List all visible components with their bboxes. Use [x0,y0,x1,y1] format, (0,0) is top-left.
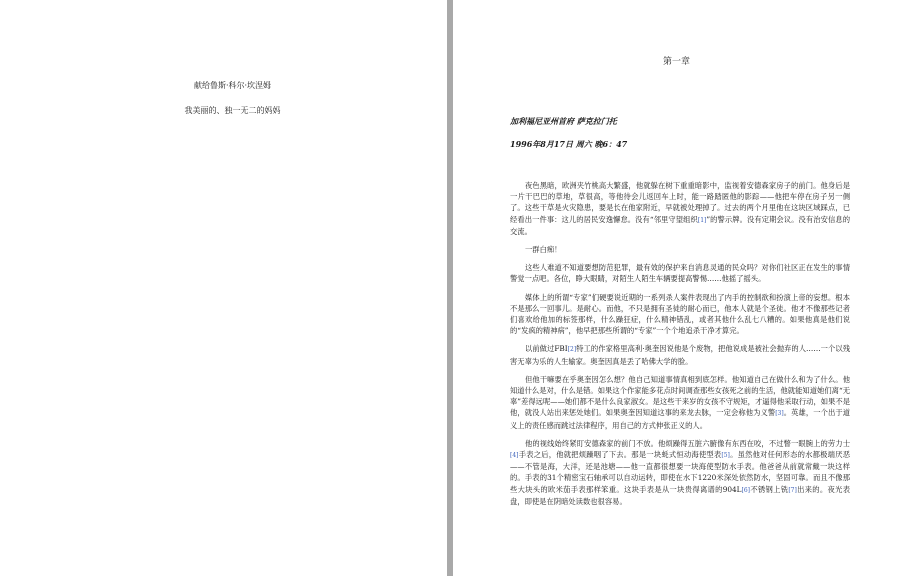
body-paragraph [510,343,850,366]
chapter-title: 第一章 [662,57,690,67]
body-paragraph [510,180,850,237]
body-paragraph [510,438,850,507]
left-page [0,0,447,576]
paragraph-text: 他的视线始终紧盯安德森家的前门不放。他烦躁得五脏六腑像有东西在咬，不过瞥一眼腕上的劳力士 [525,438,850,448]
paragraph-text: 但他干嘛要在乎奥奎因怎么想？他自己知道事情真相到底怎样。他知道自己在做什么和为了什么。他知道什么是对，什么是错。如果这个作家能多花点时间调查那些女孩死之前的生活，他就能知道她们离“无辜”差得远呢——她们都不是什么良家淑女。是这些干来岁的女孩不守规矩，才逼得他采取行动，如果不是他，就没人站出来惩处她们。如果奥奎因知道这事的来龙去脉，一定会称他为义警 [510,374,850,418]
dedication [150,80,315,130]
footnote-link[interactable]: [5] [721,452,730,460]
paragraph-text: 媒体上的所谓“专家”们硬要说近期的一系列杀人案件表现出了内手的控制欲和扮演上帝的妄想。根本不是那么一回事儿。是耐心。而他，不只是拥有圣徒的耐心而已，他本人就是个圣徒。他才不像那些记者们喜欢给他加的标签那样，什么躁狂症，什么精神错乱，或者其他什么乱七八糟的。如果他真是他们说的“发疯的精神病”，他早把那些所谓的“专家”一个个地追杀干净才算完。 [510,292,850,336]
body-text [510,180,850,514]
paragraph-text: 手表之后，他就把烦躁咽了下去。那是一块蚝式恒动海使型表 [518,450,722,460]
body-paragraph [510,292,850,337]
paragraph-text: 出来的。夜光表盘，即使是在阴暗处读数也很容易。 [510,484,850,506]
dedication-line: 我美丽的、独一无二的妈妈 [184,106,281,115]
location-line: 加利福尼亚州首府 萨克拉门托 [510,116,617,126]
paragraph-text: 夜色黑暗，欧洲夹竹桃高大繁盛，他就躲在树下重重暗影中，监视着安德森家房子的前门。他身后是一片干巴巴的草地，草很高，等他待会儿返回车上时，能一路踏匿他的影踪——他把车停在房子另一侧了。这些干草是火灾隐患，要是长在他家附近，早就被处理掉了。过去的两个月里他在这块区域踩点，已经看出一件事：这儿的居民安逸懈怠。没有“邻里守望组织 [510,181,850,224]
body-paragraph [510,244,850,255]
paragraph-text: 。英雄，一个出于道义上的责任感而跳过法律程序，用自己的方式伸张正义的人。 [510,408,851,430]
paragraph-text: 这些人难道不知道要想防范犯罪，最有效的保护来自消息灵通的民众吗？对你们社区正在发生的事情警觉一点吧。各位，睁大眼睛，对陌生人陌生车辆要提高警惕……他摇了摇头。 [510,263,850,284]
paragraph-text: 。虽然他对任何形态的水都极端厌恶——不管是海，大洋，还是池塘——他一直都很想要一块海使型防水手表。他爸爸从前就常戴一块这样的。手表的31个精密宝石轴承可以自动运转，即使在水下1220米深处依然防水，坚固可靠。而且不像那些大块头的欧米茄手表那样笨重。这块手表是从一块贵得离谱的904L [510,450,850,494]
footnote-link[interactable]: [3] [775,410,784,418]
footnote-link[interactable]: [6] [741,486,751,494]
body-paragraph [510,374,850,431]
body-paragraph [510,262,850,284]
footnote-link[interactable]: [2] [567,346,577,354]
datetime-line: 1996年8月17日 周六 晚6：47 [510,139,628,149]
footnote-link[interactable]: [1] [697,216,707,224]
footnote-link[interactable]: [7] [788,486,797,494]
paragraph-text: ”的警示牌。没有定期会议。没有治安信息的交流。 [510,214,850,236]
chapter-header [510,116,850,150]
paragraph-text: 一群白痴！ [525,245,562,255]
dedication-line: 献给鲁斯·科尔·坎涅姆 [193,81,272,90]
right-page [453,0,900,576]
paragraph-text: 以前做过FBI [525,344,568,354]
footnote-link[interactable]: [4] [510,452,519,460]
paragraph-text: 不锈钢上铣 [750,484,789,494]
paragraph-text: 特工的作家格里高利·奥奎因说他是个废物，把他说成是被社会抛弃的人……一个以残害无辜为乐的人生输家。奥奎因真是丢了哈佛大学的脸。 [510,344,850,366]
